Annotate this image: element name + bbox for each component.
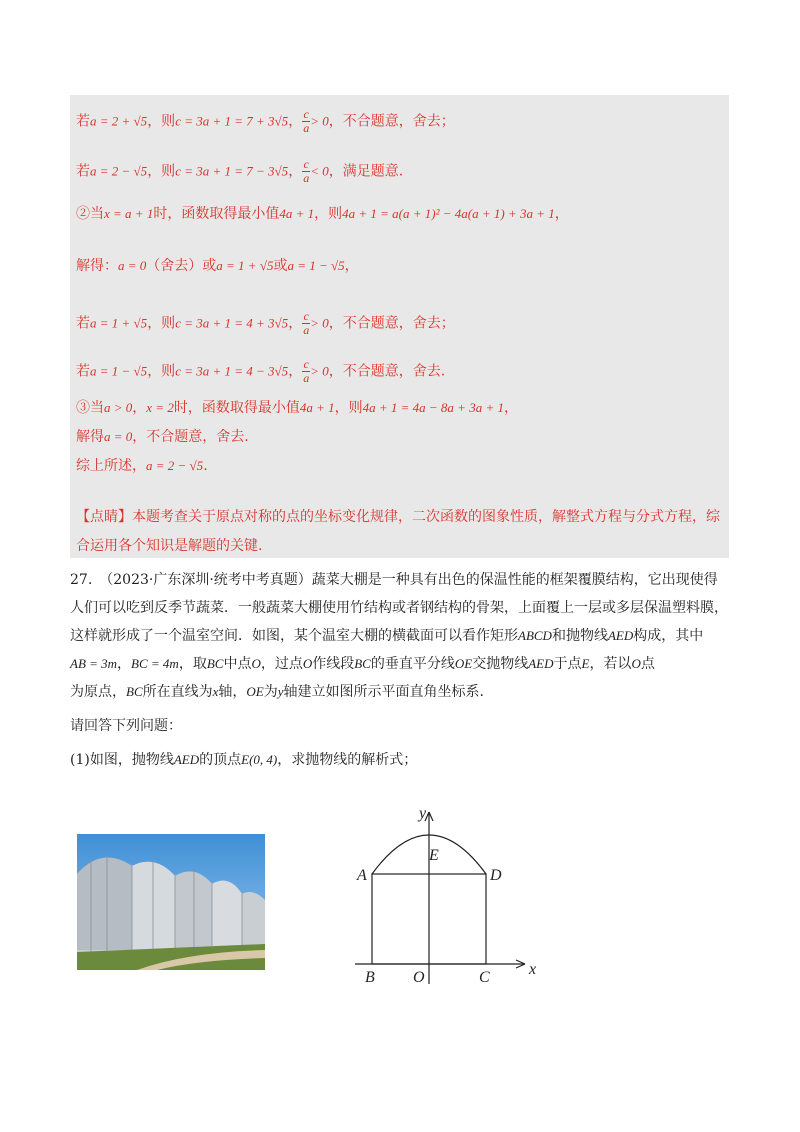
solution-line-2: 若a = 2 − √5，则c = 3a + 1 = 7 − 3√5， $\frac{c}{a}$ < 0，满足题意. (76, 157, 404, 185)
solution-line-6: 若a = 1 − √5，则c = 3a + 1 = 4 − 3√5， $\frac{c}{a}$ > 0，不合题意，舍去. (76, 357, 446, 385)
solution-line-7: ③当a > 0，x = 2时，函数取得最小值4a + 1，则4a + 1 = 4a − 8a + 3a + 1， (76, 400, 518, 416)
problem-line-1: 27. （2023·广东深圳·统考中考真题）蔬菜大棚是一种具有出色的保温性能的框架覆膜结构，它出现使得 (70, 572, 718, 588)
problem-statement (70, 566, 730, 774)
problem-line-4: AB = 3m，BC = 4m，取BC中点O，过点O作线段BC的垂直平分线OE交抛物线AED于点E，若以O点 (70, 656, 655, 672)
problem-line-7: (1)如图，抛物线AED的顶点E(0, 4)，求抛物线的解析式； (70, 752, 418, 768)
solution-line-8: 解得a = 0，不合题意，舍去. (76, 429, 249, 445)
solution-line-1: 若a = 2 + √5，则c = 3a + 1 = 7 + 3√5， $\frac{c}{a}$ > 0，不合题意，舍去； (76, 107, 455, 135)
label-c: C (479, 969, 490, 986)
label-b: B (365, 969, 375, 986)
greenhouse-photo (77, 834, 265, 970)
solution-line-4: 解得：a = 0（舍去）或a = 1 + √5或a = 1 − √5， (76, 258, 359, 274)
solution-line-9: 综上所述，a = 2 − √5. (76, 458, 208, 474)
problem-line-3: 这样就形成了一个温室空间．如图，某个温室大棚的横截面可以看作矩形ABCD和抛物线AED构成，其中 (70, 628, 704, 644)
parabola-rectangle-figure (345, 800, 555, 990)
problem-line-6: 请回答下列问题： (70, 718, 182, 734)
label-o: O (413, 969, 425, 986)
label-e: E (429, 847, 439, 864)
solution-line-3: ②当x = a + 1时，函数取得最小值4a + 1，则4a + 1 = a(a + 1)² − 4a(a + 1) + 3a + 1， (76, 206, 569, 222)
label-a: A (357, 867, 367, 884)
label-x: x (529, 961, 537, 978)
solution-line-5: 若a = 1 + √5，则c = 3a + 1 = 4 + 3√5， $\frac{c}{a}$ > 0，不合题意，舍去； (76, 309, 455, 337)
problem-line-2: 人们可以吃到反季节蔬菜．一般蔬菜大棚使用竹结构或者钢结构的骨架，上面覆上一层或多层保温塑料膜， (70, 600, 728, 616)
label-d: D (490, 867, 502, 884)
comment-line-1: 【点睛】本题考查关于原点对称的点的坐标变化规律，二次函数的图象性质，解整式方程与分式方程，综 (76, 509, 720, 525)
problem-line-5: 为原点，BC所在直线为x轴，OE为y轴建立如图所示平面直角坐标系. (70, 684, 484, 700)
label-y: y (419, 805, 427, 822)
comment-line-2: 合运用各个知识是解题的关键. (76, 538, 263, 554)
